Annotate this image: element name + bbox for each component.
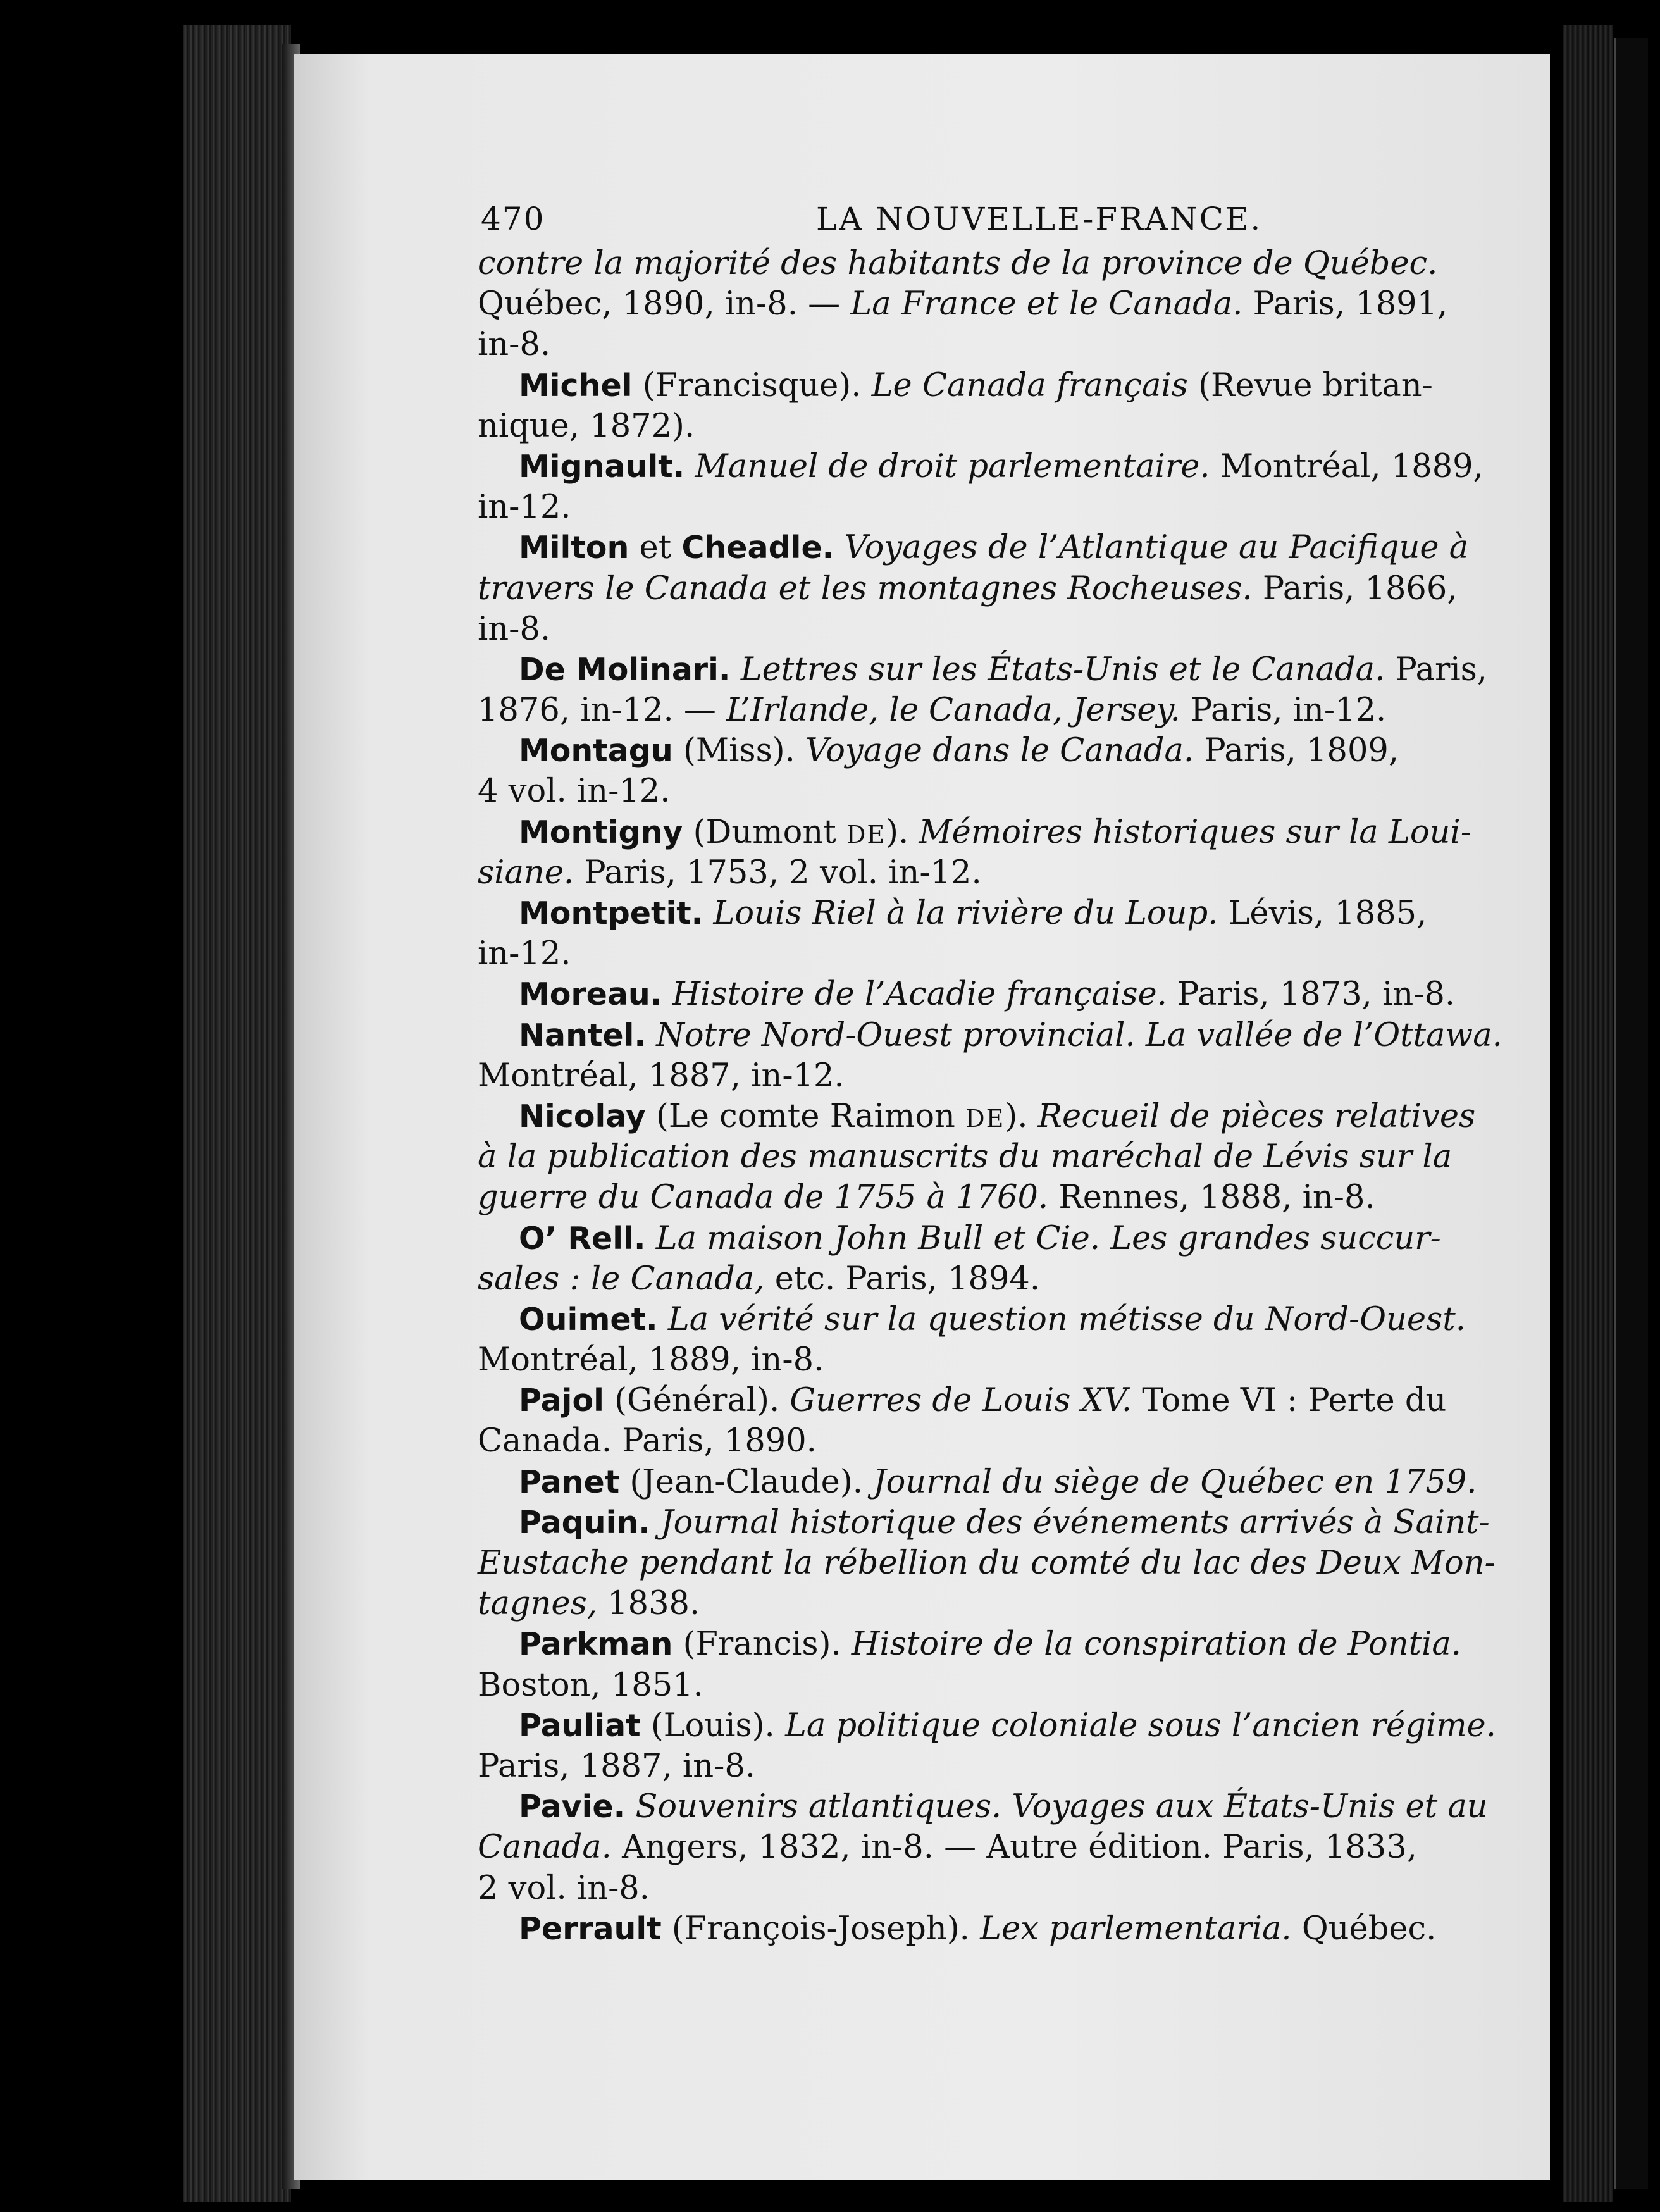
entry-text: Rennes, 1888, in-8.	[1048, 1179, 1375, 1217]
entry-title: Voyages de l’Atlantique au Pacifique à	[844, 529, 1469, 567]
entry-text: (Francisque).	[632, 366, 872, 404]
text-line	[478, 1421, 1468, 1462]
entry-title: Louis Riel à la rivière du Loup.	[713, 895, 1218, 932]
text-line	[478, 244, 1468, 284]
entry-text: (Revue britan-	[1187, 366, 1433, 404]
entry-author: Moreau.	[519, 976, 662, 1013]
entry-text: in-8.	[478, 610, 551, 648]
next-page-edge	[1563, 25, 1613, 2202]
entry-text: Paris, 1753, 2 vol. in-12.	[574, 854, 982, 892]
text-line	[478, 893, 1468, 934]
entry-title: guerre du Canada de 1755 à 1760.	[478, 1179, 1049, 1217]
entry-author: Nicolay	[519, 1098, 646, 1134]
entry-title: La vérité sur la question métisse du Nord-Ouest.	[667, 1300, 1466, 1338]
entry-text: Boston, 1851.	[478, 1666, 703, 1704]
entry-text: Canada. Paris, 1890.	[478, 1422, 817, 1460]
entry-text: Paris, 1866,	[1252, 569, 1458, 607]
entry-author: Montagu	[519, 733, 673, 769]
text-line	[478, 812, 1471, 853]
entry-title: contre la majorité des habitants de la province de Québec.	[478, 245, 1438, 282]
entry-text: Lévis, 1885,	[1218, 895, 1427, 932]
entry-text: Québec.	[1291, 1910, 1437, 1948]
entry-title: Canada.	[478, 1829, 612, 1867]
entry-title: Journal historique des événements arrivés à Saint-	[660, 1503, 1490, 1541]
text-line	[478, 853, 1468, 893]
text-line	[478, 731, 1468, 771]
entry-text	[662, 976, 672, 1013]
entry-title: Lettres sur les États-Unis et le Canada.	[740, 650, 1385, 688]
entry-text: ).	[1005, 1097, 1038, 1135]
text-line	[478, 1462, 1477, 1503]
text-line	[478, 325, 1468, 365]
entry-text: in-12.	[478, 935, 571, 973]
entry-text	[684, 448, 695, 485]
entry-title: tagnes,	[478, 1585, 597, 1623]
text-line	[478, 1056, 1468, 1097]
entry-text: (Dumont	[683, 813, 846, 851]
page-number: 470	[481, 201, 545, 237]
entry-text	[625, 1788, 635, 1825]
text-line	[478, 487, 1468, 528]
entry-author: Pauliat	[519, 1707, 641, 1744]
entry-text: (Général).	[604, 1382, 790, 1420]
text-line	[478, 1340, 1468, 1381]
text-line	[478, 1543, 1496, 1584]
book-page-edges	[183, 25, 291, 2202]
entry-text: Montréal, 1887, in-12.	[478, 1057, 845, 1095]
entry-text: Paris, 1873, in-8.	[1167, 976, 1456, 1014]
text-line	[478, 1665, 1468, 1706]
entry-author: Paquin.	[519, 1504, 650, 1541]
entry-author: Montpetit.	[519, 895, 703, 931]
entry-title: Guerres de Louis XV.	[790, 1382, 1132, 1420]
text-line	[478, 1300, 1468, 1340]
entry-title: sales : le Canada,	[478, 1260, 765, 1298]
entry-author: De Molinari.	[519, 651, 731, 688]
entry-author: Pajol	[519, 1382, 604, 1419]
entry-author: Cheadle.	[681, 530, 834, 566]
entry-text: nique, 1872).	[478, 407, 695, 445]
entry-text: Tome VI : Perte du	[1132, 1382, 1447, 1420]
entry-text: 1876, in-12. —	[478, 692, 727, 730]
running-head: LA NOUVELLE-FRANCE.	[816, 201, 1263, 237]
entry-title: Notre Nord-Ouest provincial. La vallée de l’Ottawa.	[656, 1016, 1502, 1054]
text-line	[478, 1503, 1490, 1543]
text-line	[478, 1137, 1468, 1177]
entry-title: Mémoires historiques sur la Loui-	[919, 813, 1471, 851]
entry-text: (Francis).	[672, 1625, 852, 1663]
right-page-strip	[1614, 38, 1648, 2189]
text-line	[478, 528, 1468, 568]
entry-title: Manuel de droit parlementaire.	[695, 447, 1210, 485]
entry-text: in-8.	[478, 326, 551, 364]
entry-author: Nantel.	[519, 1017, 647, 1053]
entry-text: 4 vol. in-12.	[478, 773, 671, 811]
entry-text: Montréal, 1889, in-8.	[478, 1341, 824, 1379]
text-line	[478, 1259, 1468, 1300]
entry-text: (François-Joseph).	[661, 1910, 981, 1948]
text-line	[478, 366, 1468, 406]
entry-text	[834, 529, 844, 566]
entry-author: O’ Rell.	[519, 1220, 646, 1257]
text-line	[478, 1097, 1476, 1137]
text-line	[478, 1827, 1468, 1868]
entry-author: Pavie.	[519, 1789, 626, 1825]
text-line	[478, 1909, 1468, 1949]
text-line	[478, 1706, 1496, 1746]
text-line	[478, 771, 1468, 812]
entry-title: Histoire de l’Acadie française.	[672, 976, 1167, 1014]
entry-author: Michel	[519, 367, 633, 404]
entry-title: Journal du siège de Québec en 1759.	[873, 1463, 1477, 1501]
entry-title: Le Canada français	[871, 366, 1188, 404]
entry-text	[731, 651, 741, 688]
entry-text: ).	[886, 813, 919, 851]
text-line	[478, 934, 1468, 974]
bibliography-text	[478, 244, 1502, 1949]
text-line	[478, 1868, 1468, 1909]
entry-title: L’Irlande, le Canada, Jersey.	[726, 692, 1180, 730]
entry-author: Ouimet.	[519, 1301, 658, 1338]
text-line	[478, 1746, 1468, 1787]
entry-text: Paris, 1891,	[1242, 285, 1448, 323]
entry-title: La politique coloniale sous l’ancien régime.	[784, 1706, 1496, 1744]
entry-text	[658, 1301, 668, 1338]
entry-title: travers le Canada et les montagnes Rocheuses.	[478, 569, 1253, 607]
text-line	[478, 1219, 1468, 1259]
text-line	[478, 284, 1468, 325]
entry-text: et	[629, 529, 682, 567]
entry-text: 2 vol. in-8.	[478, 1869, 650, 1907]
entry-text: Paris,	[1385, 650, 1488, 688]
entry-title: La maison John Bull et Cie. Les grandes succur-	[655, 1219, 1441, 1257]
entry-title: Souvenirs atlantiques. Voyages aux États-Unis et au	[635, 1788, 1488, 1826]
entry-text: (Miss).	[672, 732, 806, 770]
entry-text: Québec, 1890, in-8. —	[478, 285, 851, 323]
text-line	[478, 569, 1468, 609]
text-line	[478, 447, 1483, 487]
entry-text: Paris, in-12.	[1180, 692, 1387, 730]
text-line	[478, 406, 1468, 447]
entry-text: Paris, 1887, in-8.	[478, 1747, 755, 1785]
entry-text: (Le comte Raimon	[645, 1097, 966, 1135]
book-page	[294, 54, 1550, 2180]
entry-title: Recueil de pièces relatives	[1038, 1097, 1476, 1135]
entry-text: Montréal, 1889,	[1210, 447, 1483, 485]
entry-text: in-12.	[478, 488, 571, 526]
entry-text: DE	[846, 820, 886, 848]
entry-text: etc. Paris, 1894.	[764, 1260, 1041, 1298]
text-line	[478, 1584, 1468, 1624]
entry-title: Eustache pendant la rébellion du comté du lac des Deux Mon-	[478, 1544, 1496, 1582]
entry-text: Paris, 1809,	[1194, 732, 1399, 770]
entry-author: Panet	[519, 1463, 620, 1500]
entry-text: 1838.	[597, 1585, 700, 1623]
entry-author: Montigny	[519, 814, 683, 850]
text-line	[478, 1787, 1488, 1827]
text-line	[478, 1016, 1502, 1056]
entry-author: Milton	[519, 530, 629, 566]
text-line	[478, 1381, 1468, 1421]
entry-author: Parkman	[519, 1626, 673, 1663]
entry-text	[646, 1017, 656, 1054]
entry-text: Angers, 1832, in-8. — Autre édition. Paris, 1833,	[611, 1829, 1417, 1867]
entry-author: Perrault	[519, 1910, 662, 1947]
entry-title: Histoire de la conspiration de Pontia.	[851, 1625, 1461, 1663]
entry-text: (Louis).	[640, 1706, 785, 1744]
entry-title: à la publication des manuscrits du maréchal de Lévis sur la	[478, 1138, 1452, 1176]
entry-text: DE	[965, 1104, 1005, 1133]
text-line	[478, 1177, 1468, 1218]
entry-text	[703, 895, 713, 932]
entry-author: Mignault.	[519, 448, 685, 485]
entry-title: Voyage dans le Canada.	[805, 732, 1194, 770]
entry-title: siane.	[478, 854, 574, 892]
entry-title: La France et le Canada.	[850, 285, 1243, 323]
entry-text: (Jean-Claude).	[619, 1463, 874, 1501]
entry-text	[650, 1504, 660, 1541]
text-line	[478, 650, 1488, 690]
entry-title: Lex parlementaria.	[980, 1910, 1292, 1948]
text-line	[478, 690, 1468, 731]
text-line	[478, 609, 1468, 650]
text-line	[478, 974, 1468, 1015]
entry-text	[646, 1220, 656, 1257]
text-line	[478, 1624, 1468, 1665]
